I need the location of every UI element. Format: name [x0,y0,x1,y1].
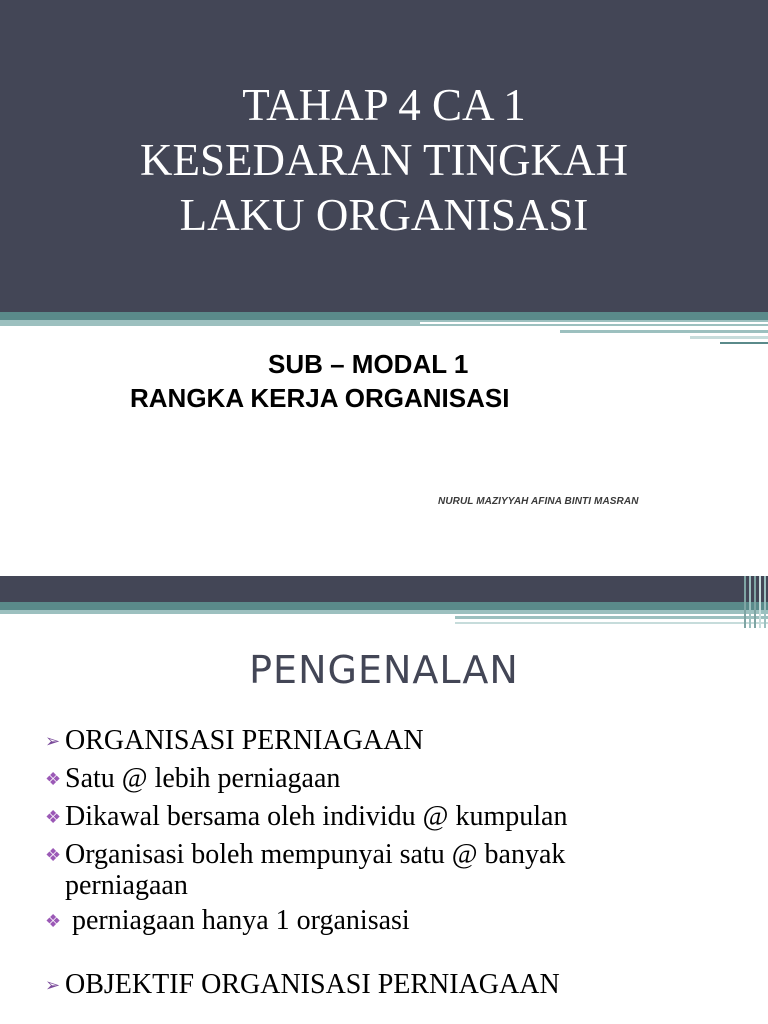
arrow-bullet-icon: ➢ [45,975,61,995]
stripe-thin-3 [720,342,768,344]
stripe-light [0,610,768,614]
subtitle [130,347,509,415]
stripe-thin-2 [455,622,768,624]
list-item [45,902,745,940]
spacer [45,940,745,966]
main-title [0,78,768,243]
diamond-bullet-icon: ❖ [45,911,62,931]
stripe-thin-1 [455,616,768,619]
list-item [45,836,745,874]
subtitle-line: SUB – MODAL 1 [268,349,469,379]
diamond-bullet-icon: ❖ [45,769,62,789]
stripe-thin-1 [560,330,768,333]
slide-title: PENGENALAN [249,648,519,692]
bullet-continuation: perniagaan [65,870,188,901]
vertical-lines-decoration [744,576,768,628]
author-name: NURUL MAZIYYAH AFINA BINTI MASRAN [438,496,639,507]
bullet-text: Organisasi boleh mempunyai satu @ banyak [65,839,566,870]
bullet-text: OBJEKTIF ORGANISASI PERNIAGAAN [65,969,560,1000]
bullet-list [45,722,745,1004]
bullet-text: Satu @ lebih perniagaan [65,763,341,794]
list-item [45,798,745,836]
bullet-text: perniagaan hanya 1 organisasi [65,905,410,936]
arrow-bullet-icon: ➢ [45,731,61,751]
stripe-white [420,322,768,324]
title-line: LAKU ORGANISASI [179,190,589,240]
subtitle-line: RANGKA KERJA ORGANISASI [130,383,510,413]
stripe-thin-2 [690,336,768,339]
list-item [45,760,745,798]
bullet-text: ORGANISASI PERNIAGAAN [65,725,424,756]
title-line: KESEDARAN TINGKAH [140,135,628,185]
title-line: TAHAP 4 CA 1 [242,80,526,130]
header-band [0,576,768,602]
bullet-text: Dikawal bersama oleh individu @ kumpulan [65,801,568,832]
list-item [45,966,745,1004]
list-item [45,722,745,760]
stripe-teal [0,312,768,320]
diamond-bullet-icon: ❖ [45,807,62,827]
diamond-bullet-icon: ❖ [45,845,62,865]
stripe-teal [0,602,768,610]
